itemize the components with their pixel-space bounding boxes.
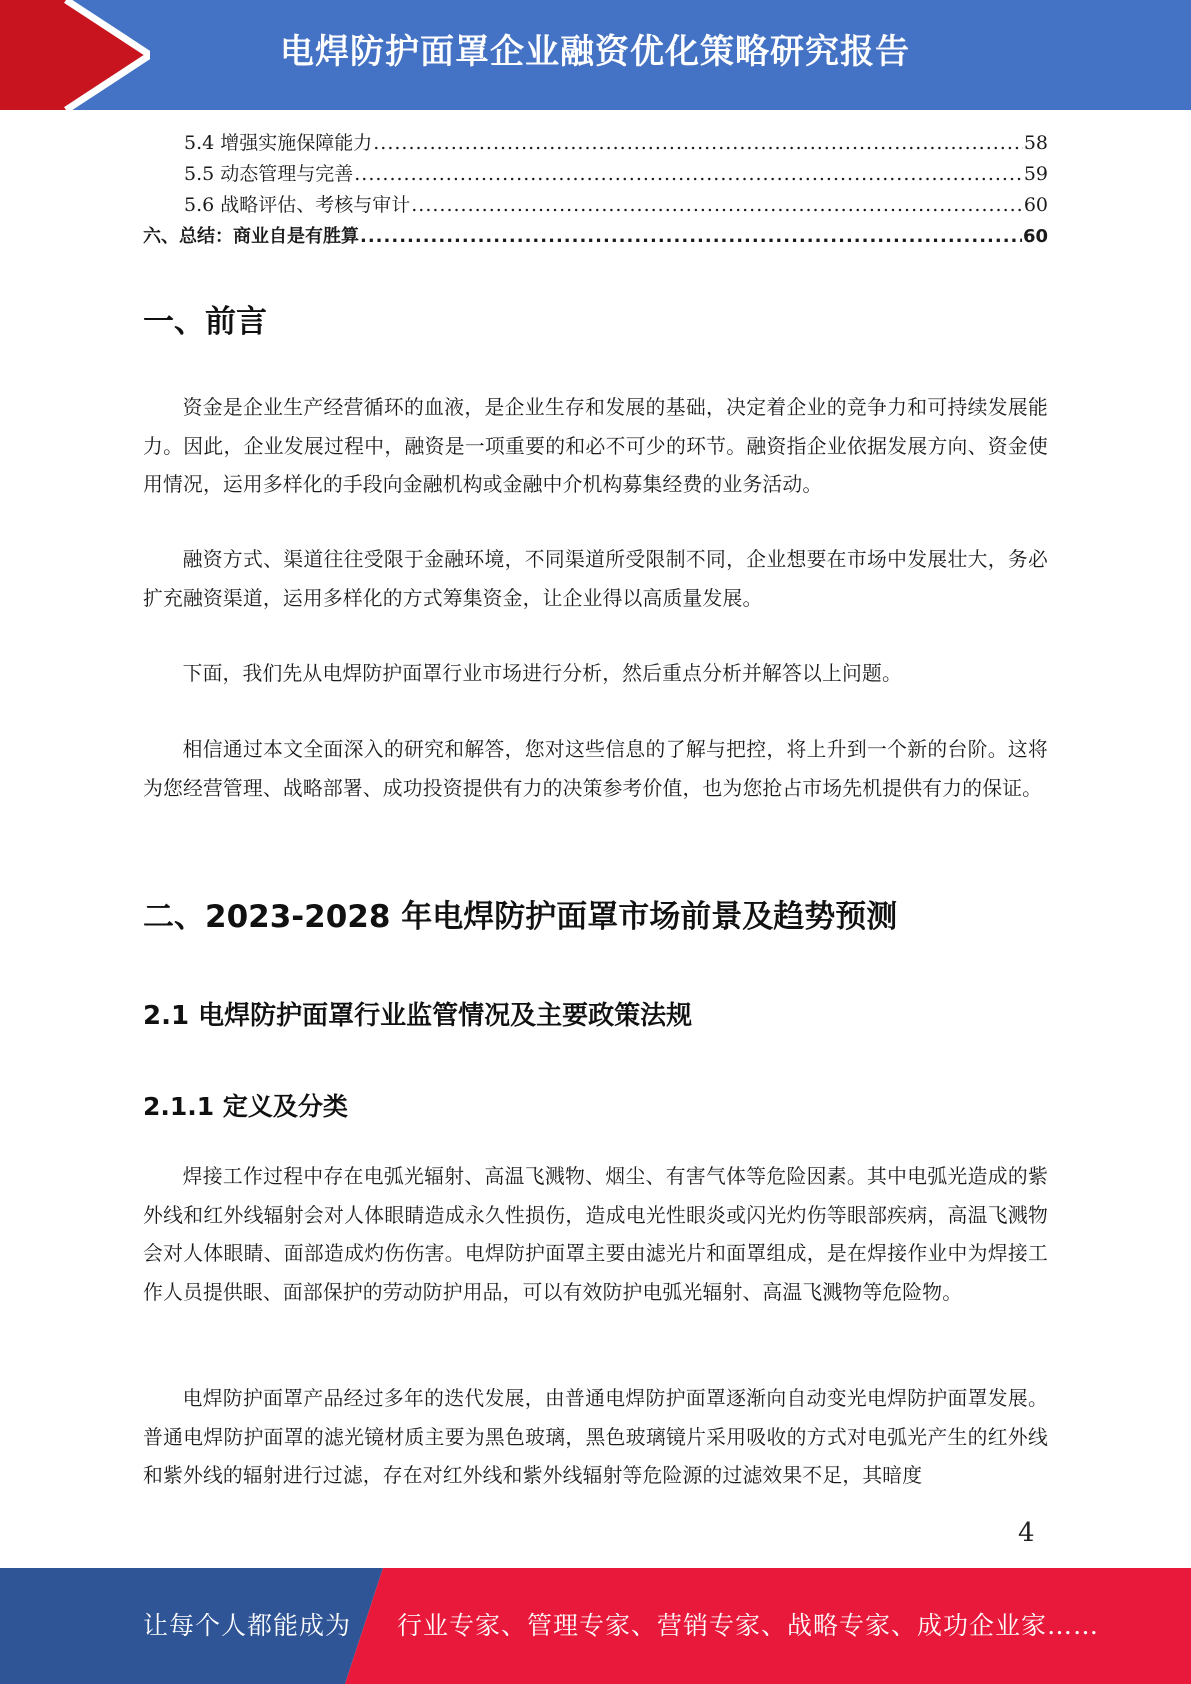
- page-number: 4: [1018, 1518, 1035, 1548]
- toc-entry-page: 60: [1023, 194, 1048, 216]
- market-heading: 二、2023-2028 年电焊防护面罩市场前景及趋势预测: [143, 899, 898, 935]
- toc-leader-dots: [360, 222, 1022, 252]
- footer-slogan-right: 行业专家、管理专家、营销专家、战略专家、成功企业家……: [397, 1611, 1100, 1640]
- footer-slogan-left: 让每个人都能成为: [143, 1611, 352, 1640]
- toc-entry-page: 58: [1023, 132, 1048, 154]
- preface-paragraph: 下面，我们先从电焊防护面罩行业市场进行分析，然后重点分析并解答以上问题。: [182, 662, 902, 685]
- toc-entry-page: 59: [1023, 163, 1048, 185]
- toc-leader-dots: [373, 128, 1023, 158]
- toc-leader-dots: [411, 190, 1023, 220]
- toc-entry[interactable]: [143, 222, 1048, 252]
- preface-paragraph: 资金是企业生产经营循环的血液，是企业生存和发展的基础，决定着企业的竞争力和可持续发展能力。因此，企业发展过程中，融资是一项重要的和必不可少的环节。融资指企业依据发展方向、资金使用情况，运用多样化的手段向金融机构或金融中介机构募集经费的业务活动。: [143, 396, 1048, 496]
- definition-paragraph: 焊接工作过程中存在电弧光辐射、高温飞溅物、烟尘、有害气体等危险因素。其中电弧光造成的紫外线和红外线辐射会对人体眼睛造成永久性损伤，造成电光性眼炎或闪光灼伤等眼部疾病，高温飞溅物会对人体眼睛、面部造成灼伤伤害。电焊防护面罩主要由滤光片和面罩组成，是在焊接作业中为焊接工作人员提供眼、面部保护的劳动防护用品，可以有效防护电弧光辐射、高温飞溅物等危险物。: [143, 1165, 1048, 1304]
- toc-leader-dots: [354, 159, 1023, 189]
- toc-entry-text: 5.5 动态管理与完善: [184, 163, 354, 185]
- toc-entry[interactable]: [143, 128, 1048, 158]
- toc-entry-text: 六、总结：商业自是有胜算: [143, 226, 359, 247]
- preface-paragraph: 融资方式、渠道往往受限于金融环境，不同渠道所受限制不同，企业想要在市场中发展壮大，务必扩充融资渠道，运用多样化的方式筹集资金，让企业得以高质量发展。: [143, 548, 1048, 610]
- definition-paragraph: 电焊防护面罩产品经过多年的迭代发展，由普通电焊防护面罩逐渐向自动变光电焊防护面罩发展。普通电焊防护面罩的滤光镜材质主要为黑色玻璃，黑色玻璃镜片采用吸收的方式对电弧光产生的红外线和紫外线的辐射进行过滤，存在对红外线和紫外线辐射等危险源的过滤效果不足，其暗度: [143, 1387, 1048, 1487]
- toc-entry-text: 5.4 增强实施保障能力: [184, 132, 373, 154]
- header-chevron-icon: [0, 0, 150, 110]
- page-header: [0, 0, 1191, 110]
- toc-entry-page: 60: [1022, 226, 1048, 247]
- toc-entry[interactable]: [143, 190, 1048, 220]
- page-footer: [0, 1568, 1191, 1684]
- report-title: 电焊防护面罩企业融资优化策略研究报告: [280, 32, 910, 72]
- preface-heading: 一、前言: [143, 304, 267, 340]
- section-2-1-heading: 2.1 电焊防护面罩行业监管情况及主要政策法规: [143, 1001, 693, 1031]
- toc-entry-text: 5.6 战略评估、考核与审计: [184, 194, 411, 216]
- section-2-1-1-heading: 2.1.1 定义及分类: [143, 1092, 348, 1121]
- toc-entry[interactable]: [143, 159, 1048, 189]
- preface-paragraph: 相信通过本文全面深入的研究和解答，您对这些信息的了解与把控，将上升到一个新的台阶。这将为您经营管理、战略部署、成功投资提供有力的决策参考价值，也为您抢占市场先机提供有力的保证。: [143, 738, 1048, 800]
